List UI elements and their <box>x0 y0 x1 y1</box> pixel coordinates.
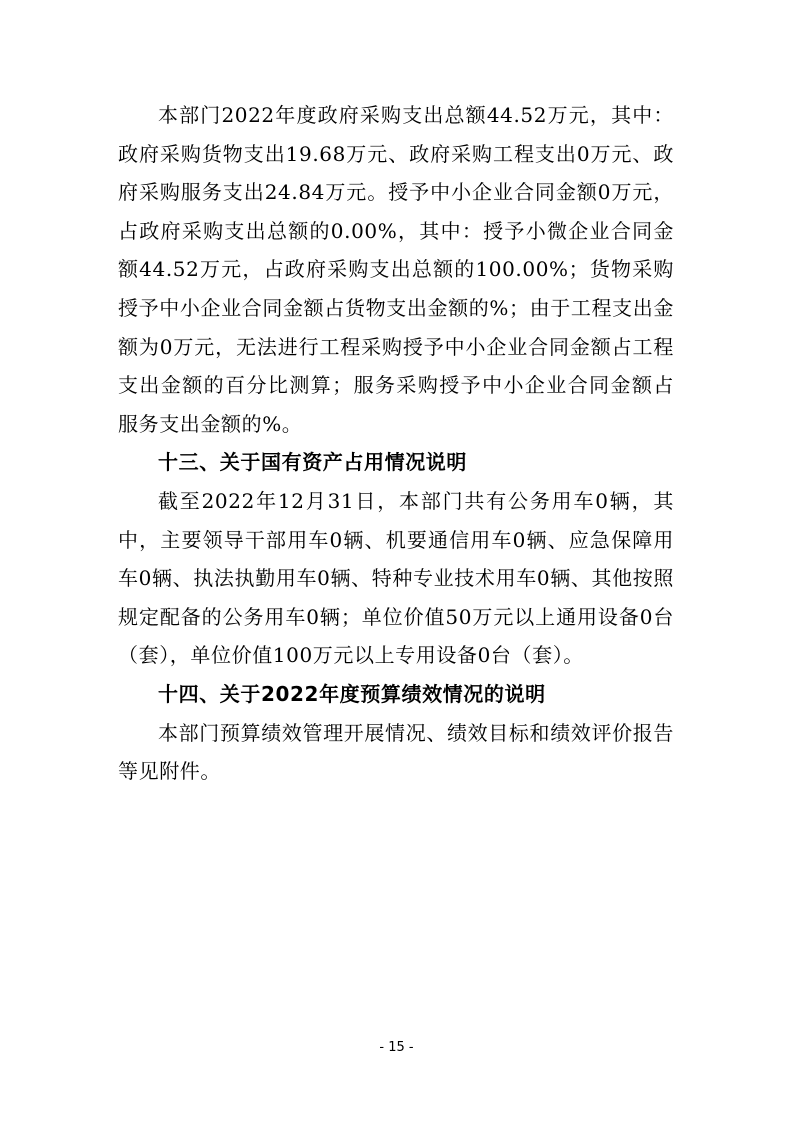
state-assets-paragraph: 截至2022年12月31日，本部门共有公务用车0辆，其中，主要领导干部用车0辆、机要通信用车0辆、应急保障用车0辆、执法执勤用车0辆、特种专业技术用车0辆、其他按照规定配备的公务用车0辆；单位价值50万元以上通用设备0台（套），单位价值100万元以上专用设备0台（套）。 <box>118 488 674 668</box>
page-number: - 15 - <box>379 1040 414 1055</box>
section-13-heading: 十三、关于国有资产占用情况说明 <box>158 450 467 475</box>
performance-paragraph: 本部门预算绩效管理开展情况、绩效目标和绩效评价报告等见附件。 <box>118 720 674 784</box>
section-14-heading: 十四、关于2022年度预算绩效情况的说明 <box>158 681 546 706</box>
document-body <box>118 96 674 791</box>
procurement-paragraph: 本部门2022年度政府采购支出总额44.52万元，其中：政府采购货物支出19.68万元、政府采购工程支出0万元、政府采购服务支出24.84万元。授予中小企业合同金额0万元，占政府采购支出总额的0.00%，其中：授予小微企业合同金额44.52万元，占政府采购支出总额的100.00%；货物采购授予中小企业合同金额占货物支出金额的%；由于工程支出金额为0万元，无法进行工程采购授予中小企业合同金额占工程支出金额的百分比测算；服务采购授予中小企业合同金额占服务支出金额的%。 <box>118 103 674 436</box>
